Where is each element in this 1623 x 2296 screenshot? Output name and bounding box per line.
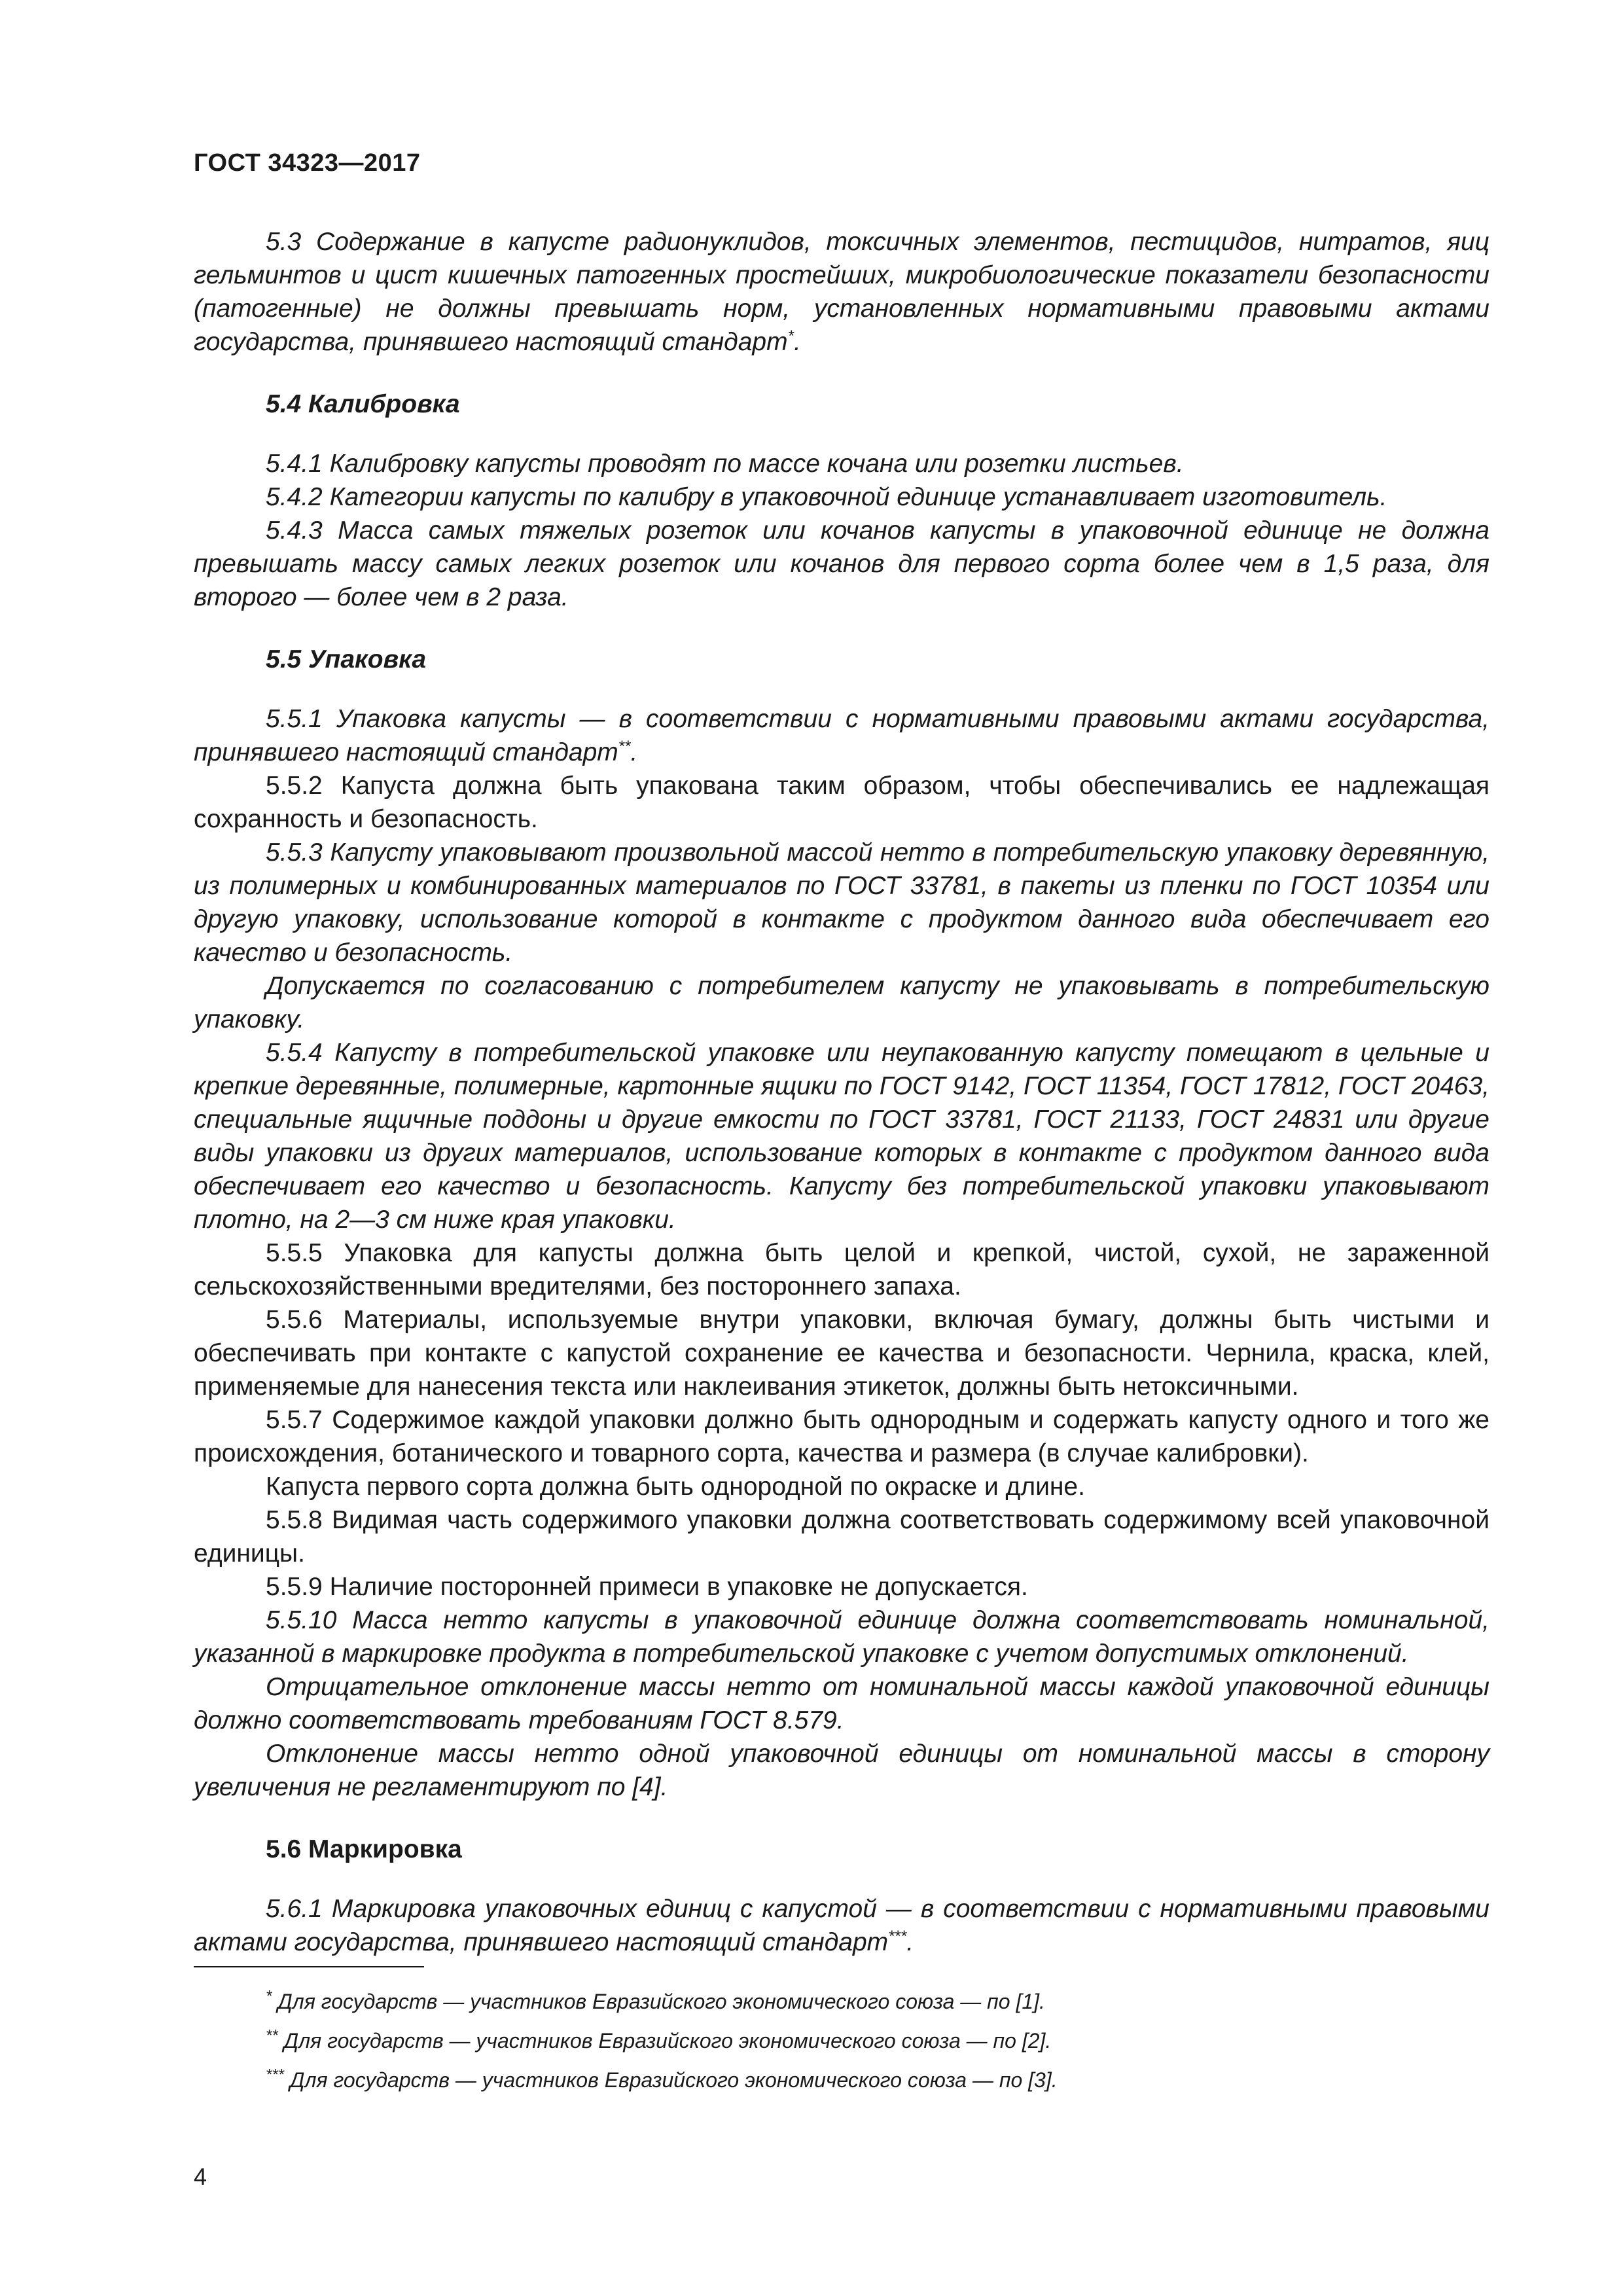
paragraph-5-4-3: 5.4.3 Масса самых тяжелых розеток или кочанов капусты в упаковочной единице не должна превышать массу самых легких розеток или кочанов для первого сорта более чем в 1,5 раза, для второго — более чем в 2 раза. xyxy=(194,516,1489,611)
footnote-mark: ** xyxy=(266,2026,278,2045)
document-header: ГОСТ 34323—2017 xyxy=(194,149,421,177)
footnote-mark: * xyxy=(266,1987,272,2005)
footnotes xyxy=(194,1982,1437,2100)
footnote-1 xyxy=(194,1982,1437,2021)
paragraph-5-5-7: 5.5.7 Содержимое каждой упаковки должно быть однородным и содержать капусту одного и того же происхождения, ботанического и товарного сорта, качества и размера (в случае калибровки). xyxy=(194,1406,1489,1467)
footnote-mark: *** xyxy=(266,2066,285,2084)
paragraph-5-5-3: 5.5.3 Капусту упаковывают произвольной массой нетто в потребительскую упаковку деревянную, из полимерных и комбинированных материалов по ГОСТ 33781, в пакеты из пленки по ГОСТ 10354 или другую упаковку, использование которой в контакте с продуктом данного вида обеспечивает его качество и безопасность. xyxy=(194,838,1489,967)
footnote-text: Для государств — участников Евразийского экономического союза — по [2]. xyxy=(277,2029,1052,2053)
paragraph-5-5-10-note-b: Отклонение массы нетто одной упаковочной единицы от номинальной массы в сторону увеличения не регламентируют по [4]. xyxy=(194,1740,1489,1801)
paragraph-5-5-1 xyxy=(194,702,1489,769)
footnote-2 xyxy=(194,2021,1437,2060)
document-body xyxy=(194,225,1489,1959)
paragraph-5-5-5: 5.5.5 Упаковка для капусты должна быть целой и крепкой, чистой, сухой, не зараженной сельскохозяйственными вредителями, без постороннего запаха. xyxy=(194,1239,1489,1300)
paragraph-5-5-4: 5.5.4 Капусту в потребительской упаковке или неупакованную капусту помещают в цельные и крепкие деревянные, полимерные, картонные ящики по ГОСТ 9142, ГОСТ 11354, ГОСТ 17812, ГОСТ 20463, специальные ящичные поддоны и другие емкости по ГОСТ 33781, ГОСТ 21133, ГОСТ 24831 или другие виды упаковки из других материалов, использование которых в контакте с продуктом данного вида обеспечивает его качество и безопасность. Капусту без потребительской упаковки упаковывают плотно, на 2—3 см ниже края упаковки. xyxy=(194,1039,1489,1234)
paragraph-5-5-6: 5.5.6 Материалы, используемые внутри упаковки, включая бумагу, должны быть чистыми и обеспечивать при контакте с капустой сохранение ее качества и безопасности. Чернила, краска, клей, применяемые для нанесения текста или наклеивания этикеток, должны быть нетоксичными. xyxy=(194,1306,1489,1401)
footnote-text: Для государств — участников Евразийского экономического союза — по [3]. xyxy=(284,2068,1058,2092)
section-heading-5-6: 5.6 Маркировка xyxy=(266,1835,462,1863)
paragraph-end: . xyxy=(793,328,801,356)
paragraph-5-5-10-note-a: Отрицательное отклонение массы нетто от номинальной массы каждой упаковочной единицы должно соответствовать требованиям ГОСТ 8.579. xyxy=(194,1673,1489,1734)
paragraph-5-5-2: 5.5.2 Капуста должна быть упакована таким образом, чтобы обеспечивались ее надлежащая сохранность и безопасность. xyxy=(194,772,1489,833)
paragraph-text: 5.3 Содержание в капусте радионуклидов, токсичных элементов, пестицидов, нитратов, яиц гельминтов и цист кишечных патогенных простейших, микробиологические показатели безопасности (патогенные) не должны превышать норм, установленных нормативными правовыми актами государства, принявшего настоящий стандарт xyxy=(194,228,1489,356)
paragraph-5-6-1 xyxy=(194,1892,1489,1959)
footnote-3 xyxy=(194,2060,1437,2100)
paragraph-5-5-8: 5.5.8 Видимая часть содержимого упаковки должна соответствовать содержимому всей упаковочной единицы. xyxy=(194,1506,1489,1568)
paragraph-5-5-9: 5.5.9 Наличие посторонней примеси в упаковке не допускается. xyxy=(266,1573,1028,1601)
paragraph-5-4-2: 5.4.2 Категории капусты по калибру в упаковочной единице устанавливает изготовитель. xyxy=(266,483,1387,511)
paragraph-text: 5.6.1 Маркировка упаковочных единиц с капустой — в соответствии с нормативными правовыми актами государства, принявшего настоящий стандарт xyxy=(194,1895,1489,1956)
paragraph-end: . xyxy=(906,1928,914,1956)
footnote-ref: * xyxy=(787,327,794,345)
footnote-text: Для государств — участников Евразийского экономического союза — по [1]. xyxy=(272,1990,1045,2013)
paragraph-end: . xyxy=(630,738,638,766)
paragraph-text: 5.5.1 Упаковка капусты — в соответствии с нормативными правовыми актами государства, принявшего настоящий стандарт xyxy=(194,705,1489,766)
footnote-ref: ** xyxy=(618,738,631,755)
page-number: 4 xyxy=(194,2163,207,2190)
section-heading-5-5: 5.5 Упаковка xyxy=(266,645,427,673)
footnote-ref: *** xyxy=(888,1928,907,1945)
paragraph-5-5-7-note: Капуста первого сорта должна быть однородной по окраске и длине. xyxy=(266,1473,1085,1501)
paragraph-5-3 xyxy=(194,225,1489,359)
paragraph-5-5-10: 5.5.10 Масса нетто капусты в упаковочной единице должна соответствовать номинальной, указанной в маркировке продукта в потребительской упаковке с учетом допустимых отклонений. xyxy=(194,1606,1489,1668)
footnote-divider xyxy=(194,1966,424,1967)
section-heading-5-4: 5.4 Калибровка xyxy=(266,390,460,418)
paragraph-5-5-3-note: Допускается по согласованию с потребителем капусту не упаковывать в потребительскую упаковку. xyxy=(194,972,1489,1033)
paragraph-5-4-1: 5.4.1 Калибровку капусты проводят по массе кочана или розетки листьев. xyxy=(266,450,1184,478)
